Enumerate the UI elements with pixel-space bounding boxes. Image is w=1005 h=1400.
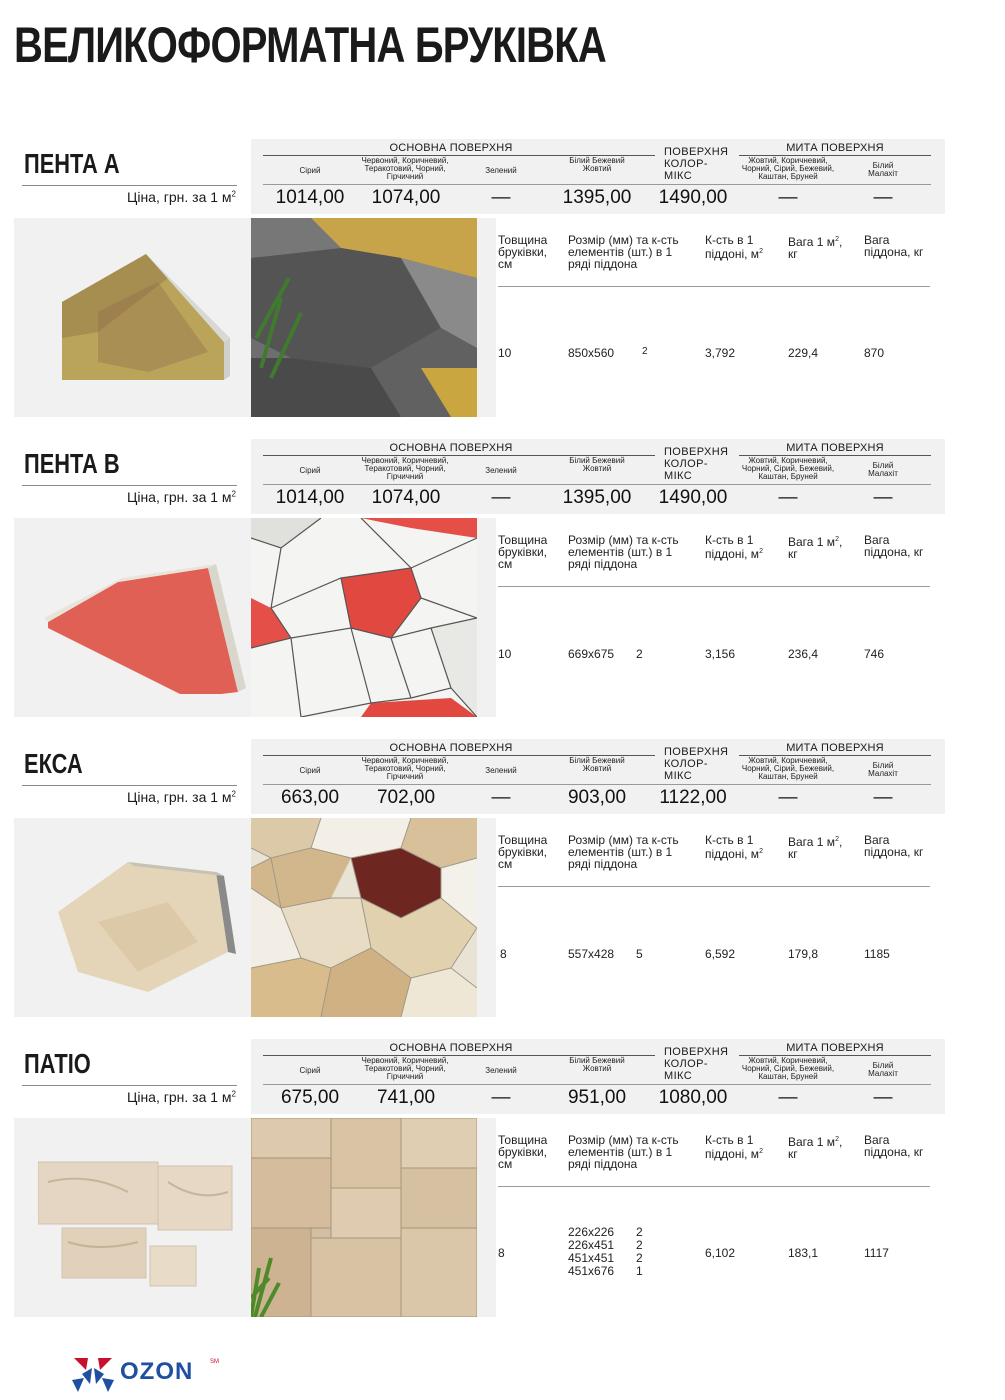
spec-size: 850х560 xyxy=(568,346,615,360)
tile-photo xyxy=(38,242,250,394)
price-washed-white: — xyxy=(873,187,893,208)
spec-weight-pallet: 1117 xyxy=(864,1246,889,1260)
spec-weight-pallet: 746 xyxy=(864,647,885,661)
price-green: — xyxy=(491,1087,511,1108)
divider xyxy=(22,785,237,786)
price-table xyxy=(251,139,945,214)
spec-weight-m2: 183,1 xyxy=(788,1246,819,1260)
divider xyxy=(498,1186,930,1187)
header-color-mix: ПОВЕРХНЯ КОЛОР-МІКС xyxy=(664,1046,729,1082)
price-grey: 1014,00 xyxy=(275,187,345,208)
ozon-logo xyxy=(68,1354,218,1394)
spec-head-size: Розмір (мм) та к-сть елементів (шт.) в 1 ряді піддона xyxy=(568,533,679,571)
divider xyxy=(22,485,237,486)
header-washed-surface: МИТА ПОВЕРХНЯ xyxy=(786,742,884,754)
price-green: — xyxy=(491,187,511,208)
price-grey: 1014,00 xyxy=(275,487,345,508)
col-green: Зелений xyxy=(485,1066,517,1075)
product-details xyxy=(14,818,945,1017)
col-white-group: Білий Бежевий Жовтий xyxy=(569,1056,625,1073)
scene-photo xyxy=(251,818,477,1017)
product-details xyxy=(14,518,945,717)
price-table xyxy=(251,739,945,814)
spec-thickness: 10 xyxy=(498,346,512,360)
spec-thickness: 8 xyxy=(500,947,507,961)
spec-count: 2 xyxy=(636,1251,643,1265)
spec-size: 451х451 xyxy=(568,1251,615,1265)
spec-head-weight-pallet: Вага піддона, кг xyxy=(864,1133,924,1159)
product-name: ПАТІО xyxy=(24,1048,91,1079)
header-color-mix: ПОВЕРХНЯ КОЛОР-МІКС xyxy=(664,446,729,482)
spec-count: 1 xyxy=(636,1264,643,1278)
spec-head-size: Розмір (мм) та к-сть елементів (шт.) в 1 ряді піддона xyxy=(568,233,679,271)
spec-weight-pallet: 870 xyxy=(864,346,885,360)
specs-table xyxy=(496,518,945,717)
spec-head-per-pallet: К-сть в 1 піддоні, $м^2$ xyxy=(705,1133,763,1161)
price-label: Ціна, грн. за 1 $м^2$ xyxy=(126,1089,236,1105)
col-washed-mix: Жовтий, Коричневий, Чорний, Сірий, Бежевий, Каштан, Бруней xyxy=(741,156,835,181)
brand-name: OZON xyxy=(120,1358,194,1385)
spec-head-size: Розмір (мм) та к-сть елементів (шт.) в 1 ряді піддона xyxy=(568,833,679,871)
col-grey: Сірий xyxy=(299,166,321,175)
product-name: ПЕНТА В xyxy=(24,448,120,479)
price-table xyxy=(251,439,945,514)
spec-head-per-pallet: К-сть в 1 піддоні, $м^2$ xyxy=(705,233,763,261)
price-washed-mix: — xyxy=(778,487,798,508)
spec-size: 557х428 xyxy=(568,947,615,961)
price-red-group: 1074,00 xyxy=(371,487,441,508)
price-red-group: 741,00 xyxy=(376,1087,436,1108)
scene-photo xyxy=(251,518,477,717)
spec-count: 2 xyxy=(636,647,643,661)
tile-photo xyxy=(38,1142,250,1294)
price-green: — xyxy=(491,787,511,808)
spec-head-thickness: Товщина бруківки, см xyxy=(498,1133,548,1171)
divider xyxy=(263,484,931,485)
col-red-group: Червоний, Коричневий, Теракотовий, Чорний, Гірчичний xyxy=(361,756,449,781)
spec-size: 451х676 xyxy=(568,1264,615,1278)
spec-count: 2 xyxy=(636,1238,643,1252)
spec-head-weight-m2: Вага 1 $м^2$, кг xyxy=(788,835,843,861)
spec-size: 669х675 xyxy=(568,647,615,661)
col-washed-white: Білий Малахіт xyxy=(868,161,898,178)
spec-size: 226х451 xyxy=(568,1238,615,1252)
spec-head-thickness: Товщина бруківки, см xyxy=(498,533,548,571)
col-grey: Сірий xyxy=(299,466,321,475)
spec-weight-m2: 179,8 xyxy=(788,947,819,961)
spec-per-pallet: 6,102 xyxy=(705,1246,736,1260)
col-white-group: Білий Бежевий Жовтий xyxy=(569,456,625,473)
divider xyxy=(498,286,930,287)
price-table xyxy=(251,1039,945,1114)
price-washed-mix: — xyxy=(778,787,798,808)
divider xyxy=(498,586,930,587)
price-label: Ціна, грн. за 1 $м^2$ xyxy=(126,189,236,205)
col-washed-white: Білий Малахіт xyxy=(868,761,898,778)
header-washed-surface: МИТА ПОВЕРХНЯ xyxy=(786,442,884,454)
product-penta-b xyxy=(0,439,1005,721)
tile-photo xyxy=(38,842,250,994)
price-white-group: 1395,00 xyxy=(562,487,632,508)
price-washed-white: — xyxy=(873,487,893,508)
spec-size: 226х226 xyxy=(568,1225,615,1239)
divider xyxy=(22,1085,237,1086)
price-label: Ціна, грн. за 1 $м^2$ xyxy=(126,789,236,805)
product-patio xyxy=(0,1039,1005,1321)
price-washed-white: — xyxy=(873,1087,893,1108)
col-washed-white: Білий Малахіт xyxy=(868,461,898,478)
spec-head-per-pallet: К-сть в 1 піддоні, $м^2$ xyxy=(705,533,763,561)
scene-photo xyxy=(251,218,477,417)
price-grey: 675,00 xyxy=(280,1087,340,1108)
col-red-group: Червоний, Коричневий, Теракотовий, Чорний, Гірчичний xyxy=(361,1056,449,1081)
spec-head-weight-pallet: Вага піддона, кг xyxy=(864,833,924,859)
spec-count: 2 xyxy=(642,346,648,357)
header-washed-surface: МИТА ПОВЕРХНЯ xyxy=(786,142,884,154)
spec-per-pallet: 3,156 xyxy=(705,647,736,661)
spec-weight-m2: 229,4 xyxy=(788,346,819,360)
price-washed-white: — xyxy=(873,787,893,808)
col-green: Зелений xyxy=(485,766,517,775)
spec-count: 2 xyxy=(636,1225,643,1239)
spec-head-thickness: Товщина бруківки, см xyxy=(498,233,548,271)
tile-photo xyxy=(38,542,250,694)
col-green: Зелений xyxy=(485,466,517,475)
spec-head-weight-m2: Вага 1 $м^2$, кг xyxy=(788,1135,843,1161)
specs-table xyxy=(496,218,945,417)
page-title: ВЕЛИКОФОРМАТНА БРУКІВКА xyxy=(14,17,606,73)
price-white-group: 951,00 xyxy=(567,1087,627,1108)
price-color-mix: 1122,00 xyxy=(659,787,727,808)
col-white-group: Білий Бежевий Жовтий xyxy=(569,756,625,773)
divider xyxy=(498,886,930,887)
spec-head-size: Розмір (мм) та к-сть елементів (шт.) в 1 ряді піддона xyxy=(568,1133,679,1171)
divider xyxy=(263,1084,931,1085)
price-color-mix: 1490,00 xyxy=(658,187,728,208)
spec-thickness: 8 xyxy=(498,1246,505,1260)
spec-head-weight-pallet: Вага піддона, кг xyxy=(864,533,924,559)
divider xyxy=(22,185,237,186)
price-white-group: 903,00 xyxy=(567,787,627,808)
price-washed-mix: — xyxy=(778,1087,798,1108)
header-main-surface: ОСНОВНА ПОВЕРХНЯ xyxy=(389,1042,513,1054)
spec-per-pallet: 3,792 xyxy=(705,346,736,360)
product-eksa xyxy=(0,739,1005,1021)
col-washed-white: Білий Малахіт xyxy=(868,1061,898,1078)
spec-head-weight-m2: Вага 1 $м^2$, кг xyxy=(788,235,843,261)
price-green: — xyxy=(491,487,511,508)
header-main-surface: ОСНОВНА ПОВЕРХНЯ xyxy=(389,142,513,154)
price-washed-mix: — xyxy=(778,187,798,208)
header-color-mix: ПОВЕРХНЯ КОЛОР-МІКС xyxy=(664,146,729,182)
header-color-mix: ПОВЕРХНЯ КОЛОР-МІКС xyxy=(664,746,729,782)
header-main-surface: ОСНОВНА ПОВЕРХНЯ xyxy=(389,442,513,454)
price-label: Ціна, грн. за 1 $м^2$ xyxy=(126,489,236,505)
col-red-group: Червоний, Коричневий, Теракотовий, Чорний, Гірчичний xyxy=(361,456,449,481)
scene-photo xyxy=(251,1118,477,1317)
col-grey: Сірий xyxy=(299,1066,321,1075)
spec-weight-m2: 236,4 xyxy=(788,647,819,661)
col-green: Зелений xyxy=(485,166,517,175)
specs-table xyxy=(496,818,945,1017)
divider xyxy=(263,184,931,185)
brand-mark: SM xyxy=(210,1359,219,1365)
product-details xyxy=(14,218,945,417)
spec-head-per-pallet: К-сть в 1 піддоні, $м^2$ xyxy=(705,833,763,861)
product-name: ПЕНТА А xyxy=(24,148,120,179)
col-white-group: Білий Бежевий Жовтий xyxy=(569,156,625,173)
specs-table xyxy=(496,1118,945,1317)
col-red-group: Червоний, Коричневий, Теракотовий, Чорний, Гірчичний xyxy=(361,156,449,181)
price-red-group: 702,00 xyxy=(376,787,436,808)
spec-weight-pallet: 1185 xyxy=(864,947,890,961)
price-color-mix: 1080,00 xyxy=(658,1087,728,1108)
col-washed-mix: Жовтий, Коричневий, Чорний, Сірий, Бежевий, Каштан, Бруней xyxy=(741,756,835,781)
divider xyxy=(263,784,931,785)
spec-thickness: 10 xyxy=(498,647,512,661)
product-penta-a xyxy=(0,139,1005,421)
product-name: ЕКСА xyxy=(24,748,83,779)
price-grey: 663,00 xyxy=(280,787,340,808)
spec-per-pallet: 6,592 xyxy=(705,947,736,961)
price-white-group: 1395,00 xyxy=(562,187,632,208)
product-details xyxy=(14,1118,945,1317)
col-washed-mix: Жовтий, Коричневий, Чорний, Сірий, Бежевий, Каштан, Бруней xyxy=(741,1056,835,1081)
spec-head-weight-m2: Вага 1 $м^2$, кг xyxy=(788,535,843,561)
ozon-logo-mark-icon xyxy=(68,1354,118,1394)
spec-head-thickness: Товщина бруківки, см xyxy=(498,833,548,871)
col-grey: Сірий xyxy=(299,766,321,775)
spec-count: 5 xyxy=(636,947,643,961)
spec-head-weight-pallet: Вага піддона, кг xyxy=(864,233,924,259)
header-washed-surface: МИТА ПОВЕРХНЯ xyxy=(786,1042,884,1054)
price-color-mix: 1490,00 xyxy=(658,487,728,508)
price-red-group: 1074,00 xyxy=(371,187,441,208)
header-main-surface: ОСНОВНА ПОВЕРХНЯ xyxy=(389,742,513,754)
col-washed-mix: Жовтий, Коричневий, Чорний, Сірий, Бежевий, Каштан, Бруней xyxy=(741,456,835,481)
